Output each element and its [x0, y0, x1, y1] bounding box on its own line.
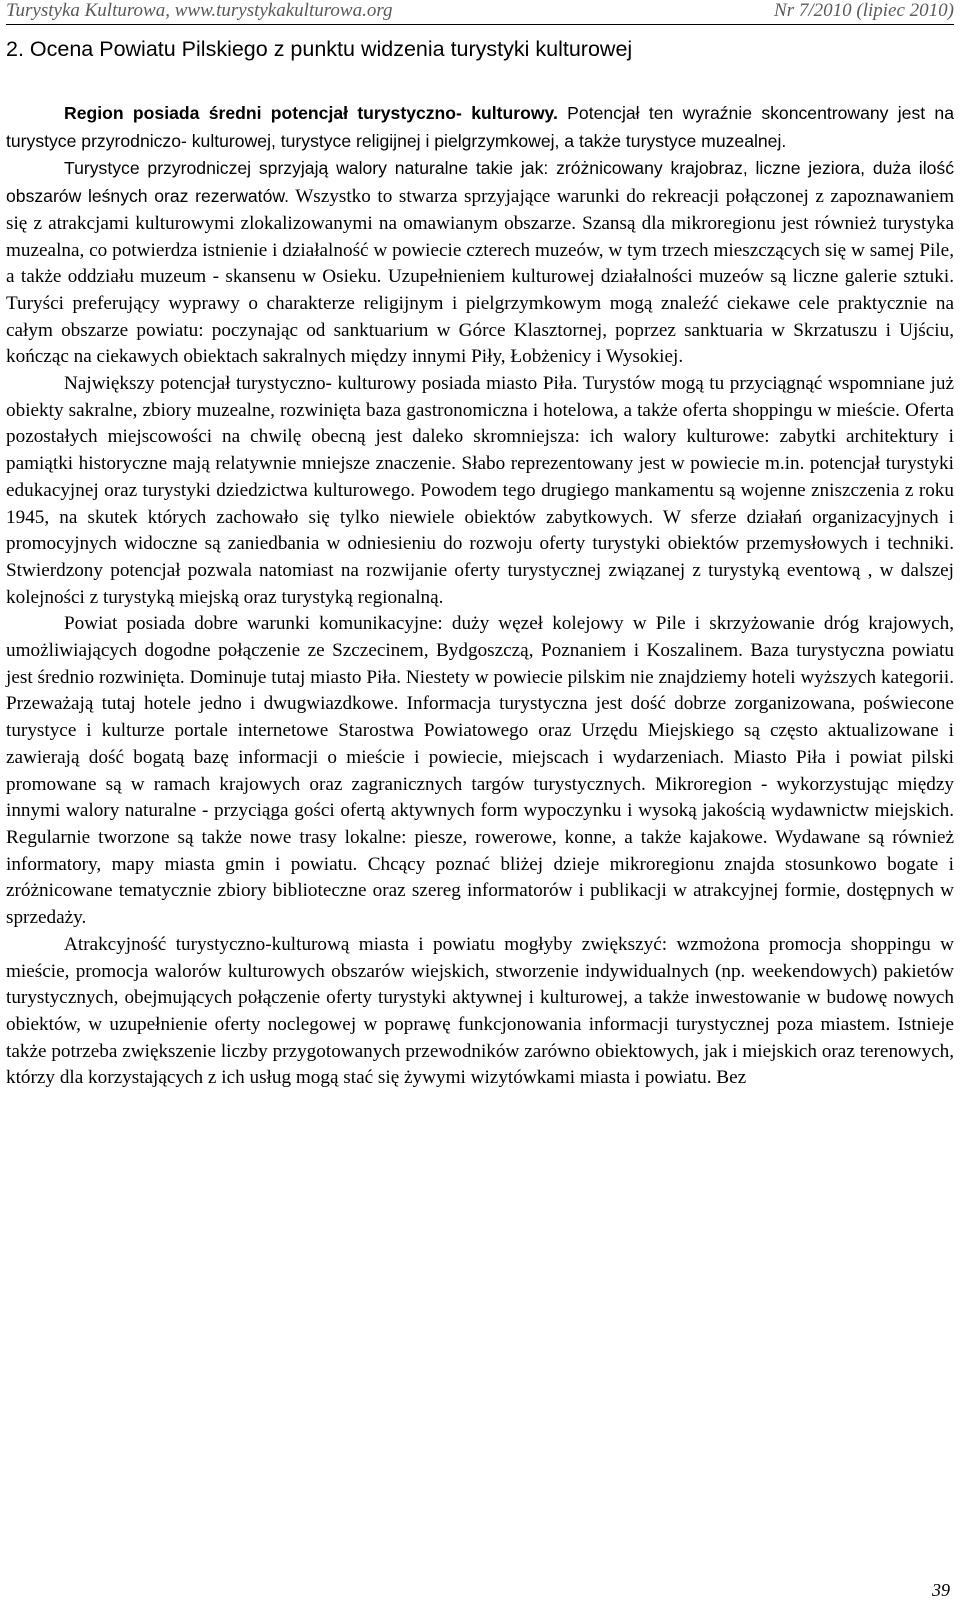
paragraph-text: Potencjał ten wyraźnie skoncentrowany jest na turystyce przyrodniczo- kulturowej, turystyce religijnej i pielgrzymkowej, a także turystyce muzealnej.: [6, 103, 955, 151]
paragraph: [6, 100, 954, 371]
section-title: 2. Ocena Powiatu Pilskiego z punktu widzenia turystyki kulturowej: [6, 37, 633, 61]
paragraph-lead: Region posiada średni potencjał turystyczno- kulturowy.: [64, 103, 558, 123]
issue-label: Nr 7/2010 (lipiec 2010): [774, 0, 954, 21]
paragraph-text: Wszystko to stwarza sprzyjające warunki do rekreacji połączonej z zapoznawaniem się z atrakcjami kulturowymi zlokalizowanymi na omawianym obszarze. Szansą dla mikroregionu jest również turystyka muzealna, co potwierdza istnienie i działalność w powiecie czterech muzeów, w tym trzech mieszczących się w samej Pile, a także oddziału muzeum - skansenu w Osieku. Uzupełnieniem kulturowej działalności muzeów są liczne galerie sztuki. Turyści preferujący wyprawy o charakterze religijnym i pielgrzymkowym mogą znaleźć ciekawe cele praktycznie na całym obszarze powiatu: poczynając od sanktuarium w Górce Klasztornej, poprzez sanktuaria w Skrzatuszu i Ujściu, kończąc na ciekawych obiektach sakralnych między innymi Piły, Łobżenicy i Wysokiej.: [6, 186, 954, 368]
running-header: [6, 0, 954, 25]
article-body: [6, 100, 954, 1092]
paragraph: Atrakcyjność turystyczno-kulturową miasta i powiatu mogłyby zwiększyć: wzmożona promocja shoppingu w mieście, promocja walorów kulturowych obszarów wiejskich, stworzenie indywidualnych (np. weekendowych) pakietów turystycznych, obejmujących połączenie oferty turystyki aktywnej i kulturowej, a także inwestowanie w budowę nowych obiektów, w uzupełnienie oferty noclegowej w poprawę funkcjonowania informacji turystycznej poza miastem. Istnieje także potrzeba zwiększenie liczby przygotowanych przewodników zarówno obiektowych, jak i miejskich oraz terenowych, którzy dla korzystających z ich usług mogą stać się żywymi wizytówkami miasta i powiatu. Bez: [6, 933, 954, 1089]
journal-title: Turystyka Kulturowa, www.turystykakulturowa.org: [6, 0, 393, 21]
paragraph: Największy potencjał turystyczno- kulturowy posiada miasto Piła. Turystów mogą tu przyciągnąć wspomniane już obiekty sakralne, zbiory muzealne, rozwinięta baza gastronomiczna i hotelowa, a także oferta shoppingu w mieście. Oferta pozostałych miejscowości na chwilę obecną jest daleko skromniejsza: ich walory kulturowe: zabytki architektury i pamiątki historyczne mają relatywnie mniejsze znaczenie. Słabo reprezentowany jest w powiecie m.in. potencjał turystyki edukacyjnej oraz turystyki dziedzictwa kulturowego. Powodem tego drugiego mankamentu są wojenne zniszczenia z roku 1945, na skutek których zachowało się tylko niewiele obiektów zabytkowych. W sferze działań organizacyjnych i promocyjnych widoczne są zaniedbania w odniesieniu do rozwoju oferty turystyki obiektów przemysłowych i techniki. Stwierdzony potencjał pozwala natomiast na rozwijanie oferty turystycznej związanej z turystyką eventową , w dalszej kolejności z turystyką miejską oraz turystyką regionalną.: [6, 373, 954, 608]
paragraph-text: Turystyce przyrodniczej sprzyjają walory naturalne takie jak: zróżnicowany krajobraz, liczne jeziora, duża ilość obszarów leśnych oraz rezerwatów.: [6, 158, 954, 207]
paragraph: Powiat posiada dobre warunki komunikacyjne: duży węzeł kolejowy w Pile i skrzyżowanie dróg krajowych, umożliwiających dogodne połączenie ze Szczecinem, Bydgoszczą, Poznaniem i Koszalinem. Baza turystyczna powiatu jest średnio rozwinięta. Dominuje tutaj miasto Piła. Niestety w powiecie pilskim nie znajdziemy hoteli wyższych kategorii. Przeważają tutaj hotele jedno i dwugwiazdkowe. Informacja turystyczna jest dość dobrze zorganizowana, poświecone turystyce i kulturze portale internetowe Starostwa Powiatowego oraz Urzędu Miejskiego są często aktualizowane i zawierają dość bogatą bazę informacji o mieście i powiecie, miejscach i wydarzeniach. Miasto Piła i powiat pilski promowane są w ramach krajowych oraz zagranicznych targów turystycznych. Mikroregion - wykorzystując między innymi walory naturalne - przyciąga gości ofertą aktywnych form wypoczynku i wysoką jakością wydawnictw miejskich. Regularnie tworzone są także nowe trasy lokalne: piesze, rowerowe, konne, a także kajakowe. Wydawane są również informatory, mapy miasta gmin i powiatu. Chcący poznać bliżej dzieje mikroregionu znajda stosunkowo bogate i zróżnicowane tematycznie zbiory biblioteczne oraz szereg informatorów i publikacji w atrakcyjnej formie, dostępnych w sprzedaży.: [6, 613, 954, 929]
page-number: 39: [932, 1580, 950, 1600]
